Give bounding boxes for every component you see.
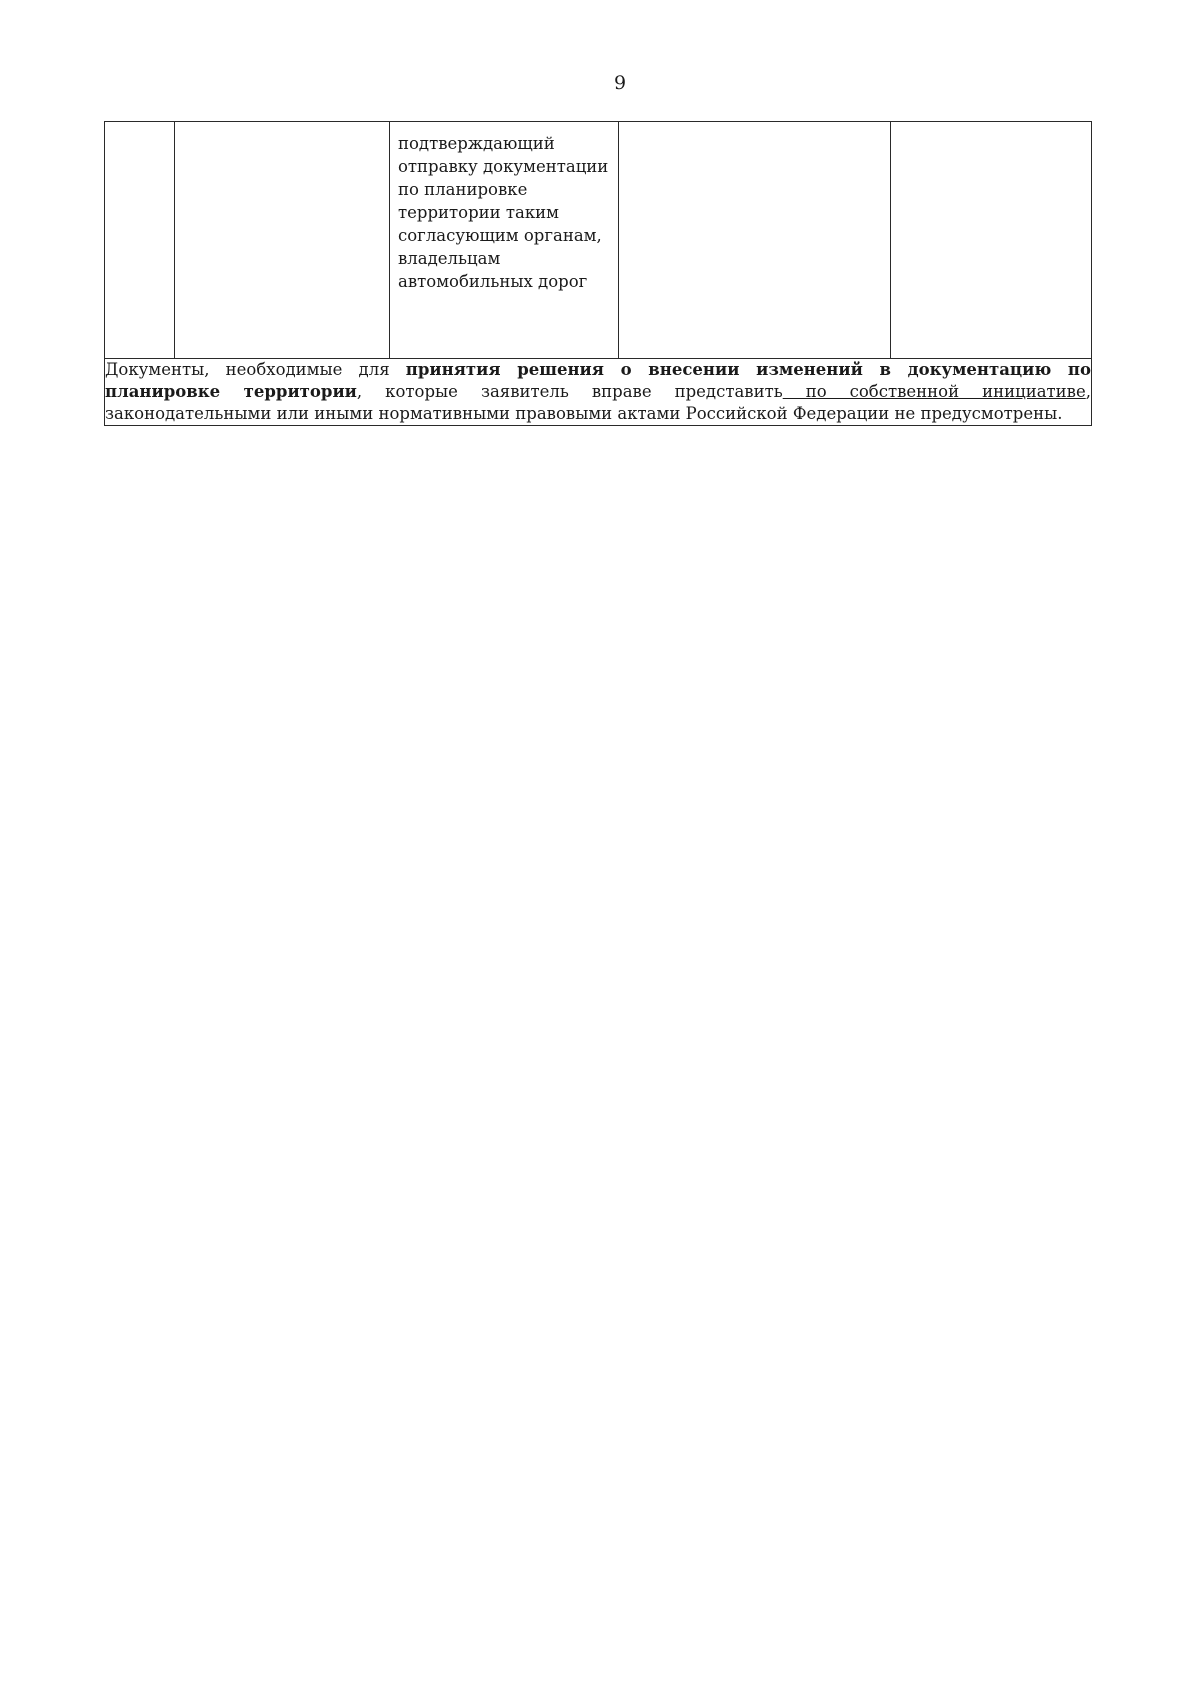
- table-cell-4: [619, 122, 891, 359]
- documents-note: [105, 359, 1092, 426]
- table-cell-number: [105, 122, 175, 359]
- note-text: , которые заявитель вправе представить: [356, 382, 783, 401]
- note-text: Документы, необходимые для: [105, 360, 406, 379]
- page-number: 9: [613, 72, 627, 94]
- note-bold-text: принятия решения о внесении изменений в документацию по планировке территории: [105, 360, 1091, 401]
- table-cell-5: [891, 122, 1092, 359]
- table-cell-document-description: [390, 122, 619, 359]
- note-underlined-text: по собственной инициативе: [782, 382, 1086, 401]
- description-line: согласующим органам,: [398, 226, 602, 245]
- description-line: территории таким: [398, 203, 559, 222]
- table-cell-name: [175, 122, 390, 359]
- description-line: по планировке: [398, 180, 528, 199]
- documents-table: [104, 121, 1092, 426]
- note-text: , законодательными или иными нормативными правовыми актами Российской Федерации не предусмотрены.: [105, 382, 1091, 423]
- table-row: [105, 122, 1092, 359]
- table-note-row: [105, 359, 1092, 426]
- document-description-text: [390, 122, 618, 293]
- description-line: владельцам: [398, 249, 501, 268]
- description-line: подтверждающий: [398, 134, 555, 153]
- description-line: автомобильных дорог: [398, 272, 588, 291]
- description-line: отправку документации: [398, 157, 609, 176]
